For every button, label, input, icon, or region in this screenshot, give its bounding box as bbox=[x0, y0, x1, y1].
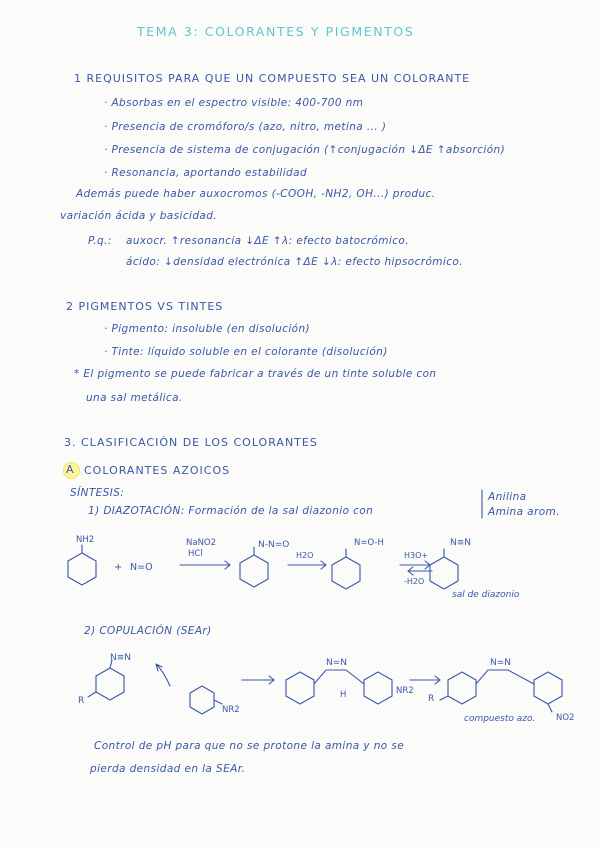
reaction-arrow bbox=[410, 676, 440, 684]
reaction-arrow bbox=[242, 676, 274, 684]
closing-line: Control de pH para que no se protone la amina y no se bbox=[94, 740, 405, 752]
amine-label: NR2 bbox=[222, 705, 240, 715]
pigment-item: · Pigmento: insoluble (en disolución) bbox=[104, 323, 311, 335]
intermediate-label: N-N=O bbox=[258, 540, 290, 550]
reaction-arrow bbox=[400, 561, 430, 569]
curved-arrow bbox=[156, 664, 170, 686]
nitro-label: NO2 bbox=[556, 713, 575, 723]
paragraph-line: Además puede haber auxocromos (-COOH, -NH2, OH...) produc. bbox=[76, 188, 436, 200]
benzene-ring bbox=[96, 668, 124, 700]
pq-line: auxocr. ↑resonancia ↓ΔE ↑λ: efecto batocrómico. bbox=[126, 235, 409, 247]
benzene-ring bbox=[364, 672, 392, 704]
arrow-reagent: -H2O bbox=[404, 577, 425, 586]
paragraph-line: variación ácida y basicidad. bbox=[60, 210, 218, 222]
arrow-reagent: NaNO2 bbox=[186, 538, 217, 548]
benzene-ring bbox=[448, 672, 476, 704]
azo-label: N=N bbox=[490, 658, 512, 668]
arrow-reagent: H3O+ bbox=[404, 551, 429, 560]
step-2-text: 2) COPULACIÓN (SEAr) bbox=[84, 625, 212, 637]
subsection-letter: A bbox=[66, 463, 75, 476]
r-group-label: R bbox=[428, 694, 435, 704]
hydrogen-label: H bbox=[340, 690, 347, 700]
section-3-heading: 3. CLASIFICACIÓN DE LOS COLORANTES bbox=[64, 436, 318, 449]
reaction-arrow bbox=[180, 561, 230, 569]
azo-label: N=N bbox=[326, 658, 348, 668]
closing-line: pierda densidad en la SEAr. bbox=[90, 763, 246, 775]
diazonium-label: N≡N bbox=[450, 538, 472, 548]
step-1-text: 1) DIAZOTACIÓN: Formación de la sal diazonio con bbox=[88, 505, 374, 517]
amine-label: NR2 bbox=[396, 686, 414, 696]
bracket-option: Amina arom. bbox=[488, 506, 560, 518]
arrow-reagent: H2O bbox=[296, 551, 314, 560]
pq-line: ácido: ↓densidad electrónica ↑ΔE ↓λ: efecto hipsocrómico. bbox=[126, 256, 463, 268]
benzene-ring bbox=[332, 557, 360, 589]
requirement-item: · Presencia de sistema de conjugación (↑conjugación ↓ΔE ↑absorción) bbox=[104, 144, 506, 156]
reaction-arrow bbox=[288, 561, 326, 569]
r-group-label: R bbox=[78, 696, 85, 706]
bracket-option: Anilina bbox=[488, 491, 527, 503]
benzene-ring bbox=[240, 555, 268, 587]
benzene-ring bbox=[286, 672, 314, 704]
reagent-label: N=O bbox=[130, 562, 153, 573]
synthesis-label: SÍNTESIS: bbox=[70, 487, 125, 499]
requirement-item: · Absorbas en el espectro visible: 400-700 nm bbox=[104, 97, 364, 109]
amine-label: NH2 bbox=[76, 535, 95, 545]
pq-label: P.q.: bbox=[88, 235, 112, 247]
product-caption: sal de diazonio bbox=[452, 590, 520, 600]
diazonium-label: N≡N bbox=[110, 653, 132, 663]
pigment-item: · Tinte: líquido soluble en el colorante (disolución) bbox=[104, 346, 388, 358]
note-line: una sal metálica. bbox=[86, 392, 183, 404]
intermediate-label: N=O-H bbox=[354, 538, 384, 548]
arrow-reagent: HCl bbox=[188, 549, 203, 559]
benzene-ring bbox=[430, 557, 458, 589]
note-line: * El pigmento se puede fabricar a través de un tinte soluble con bbox=[74, 368, 437, 380]
benzene-ring bbox=[190, 686, 214, 714]
benzene-ring bbox=[534, 672, 562, 704]
section-1-heading: 1 REQUISITOS PARA QUE UN COMPUESTO SEA UN COLORANTE bbox=[74, 72, 471, 85]
requirement-item: · Resonancia, aportando estabilidad bbox=[104, 167, 308, 179]
plus-sign: + bbox=[114, 562, 123, 573]
requirement-item: · Presencia de cromóforo/s (azo, nitro, metina ... ) bbox=[104, 121, 387, 133]
benzene-ring bbox=[68, 553, 96, 585]
page-title: TEMA 3: COLORANTES Y PIGMENTOS bbox=[137, 24, 415, 39]
subsection-heading: COLORANTES AZOICOS bbox=[84, 464, 231, 477]
section-2-heading: 2 PIGMENTOS VS TINTES bbox=[66, 300, 224, 313]
product-caption: compuesto azo. bbox=[464, 714, 536, 724]
